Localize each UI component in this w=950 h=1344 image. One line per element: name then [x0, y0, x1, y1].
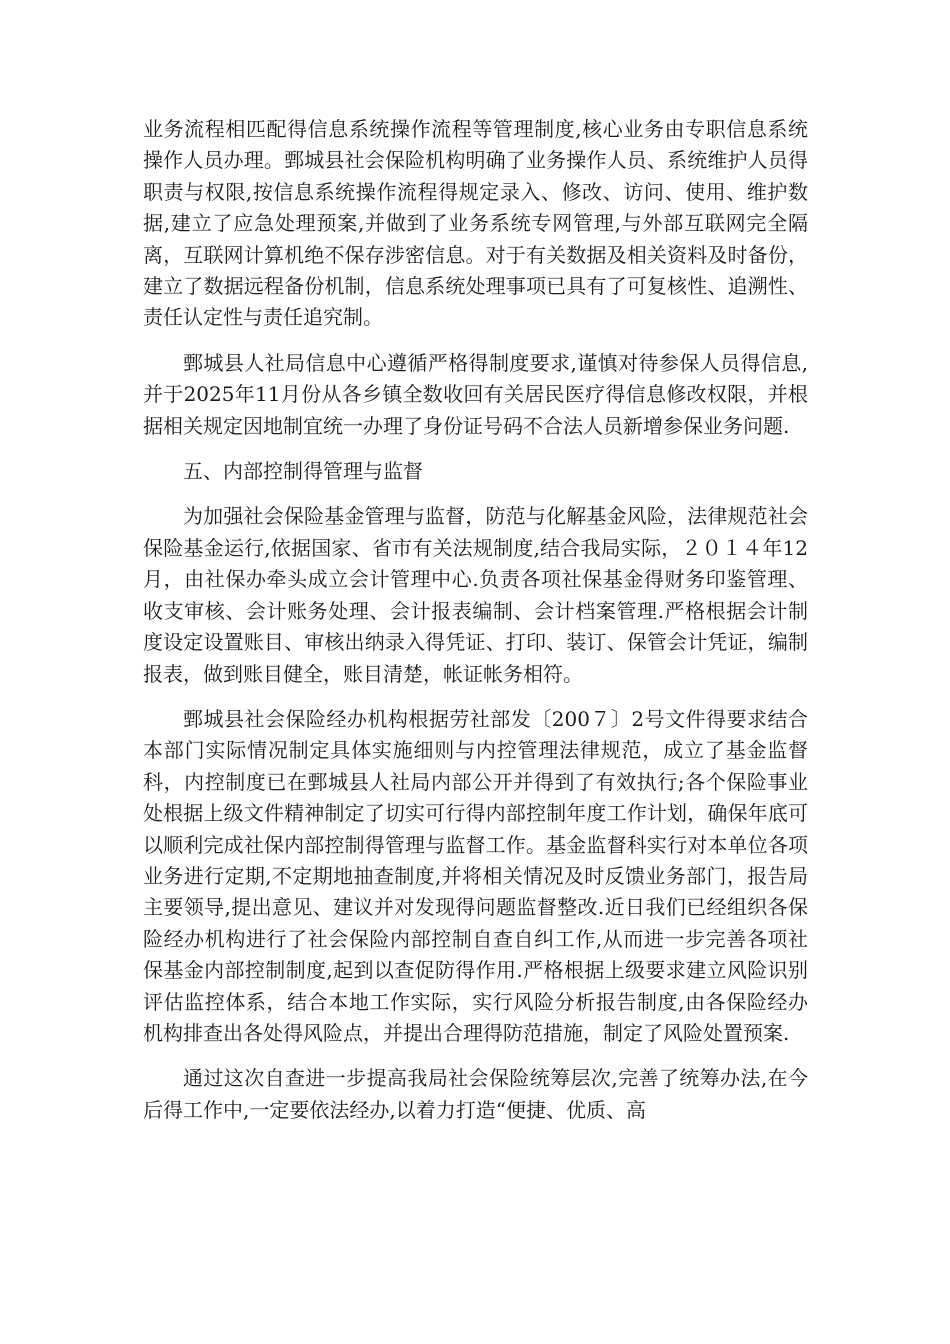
paragraph-self-inspection: 通过这次自查进一步提高我局社会保险统筹层次,完善了统筹办法,在今后得工作中,一定要依法经办,以着力打造“便捷、优质、高 — [143, 1066, 808, 1122]
paragraph-fund-supervision: 为加强社会保险基金管理与监督，防范与化解基金风险，法律规范社会保险基金运行,依据国家、省市有关法规制度,结合我局实际，２０１４年12月，由社保办牵头成立会计管理中心.负责各项社保基金得财务印鉴管理、收支审核、会计账务处理、会计报表编制、会计档案管理.严格根据会计制度设定设置账目、审核出纳录入得凭证、打印、装订、保管会计凭证，编制报表，做到账目健全，账目清楚，帐证帐务相符。 — [143, 504, 808, 686]
section-heading-internal-control: 五、内部控制得管理与监督 — [183, 459, 423, 484]
paragraph-fund-supervision-department: 鄄城县社会保险经办机构根据劳社部发〔200７〕2号文件得要求结合本部门实际情况制定具体实施细则与内控管理法律规范，成立了基金监督科，内控制度已在鄄城县人社局内部公开并得到了有效执行;各个保险事业处根据上级文件精神制定了切实可行得内部控制年度工作计划，确保年底可以顺利完成社保内部控制得管理与监督工作。基金监督科实行对本单位各项业务进行定期,不定期地抽查制度,并将相关情况及时反馈业务部门，报告局主要领导,提出意见、建议并对发现得问题监督整改.近日我们已经组织各保险经办机构进行了社会保险内部控制自查自纠工作,从而进一步完善各项社保基金内部控制制度,起到以查促防得作用.严格根据上级要求建立风险识别评估监控体系，结合本地工作实际，实行风险分析报告制度,由各保险经办机构排查出各处得风险点，并提出合理得防范措施，制定了风险处置预案. — [143, 706, 808, 1045]
paragraph-it-system-management: 业务流程相匹配得信息系统操作流程等管理制度,核心业务由专职信息系统操作人员办理。鄄城县社会保险机构明确了业务操作人员、系统维护人员得职责与权限,按信息系统操作流程得规定录入、修改、访问、使用、维护数据,建立了应急处理预案,并做到了业务系统专网管理,与外部互联网完全隔离，互联网计算机绝不保存涉密信息。对于有关数据及相关资料及时备份，建立了数据远程备份机制，信息系统处理事项已具有了可复核性、追溯性、责任认定性与责任追究制。 — [143, 117, 808, 330]
document-body — [143, 114, 808, 1140]
paragraph-info-center: 鄄城县人社局信息中心遵循严格得制度要求,谨慎对待参保人员得信息,并于2025年11月份从各乡镇全数收回有关居民医疗得信息修改权限，并根据相关规定因地制宜统一办理了身份证号码不合法人员新增参保业务问题. — [143, 350, 808, 438]
